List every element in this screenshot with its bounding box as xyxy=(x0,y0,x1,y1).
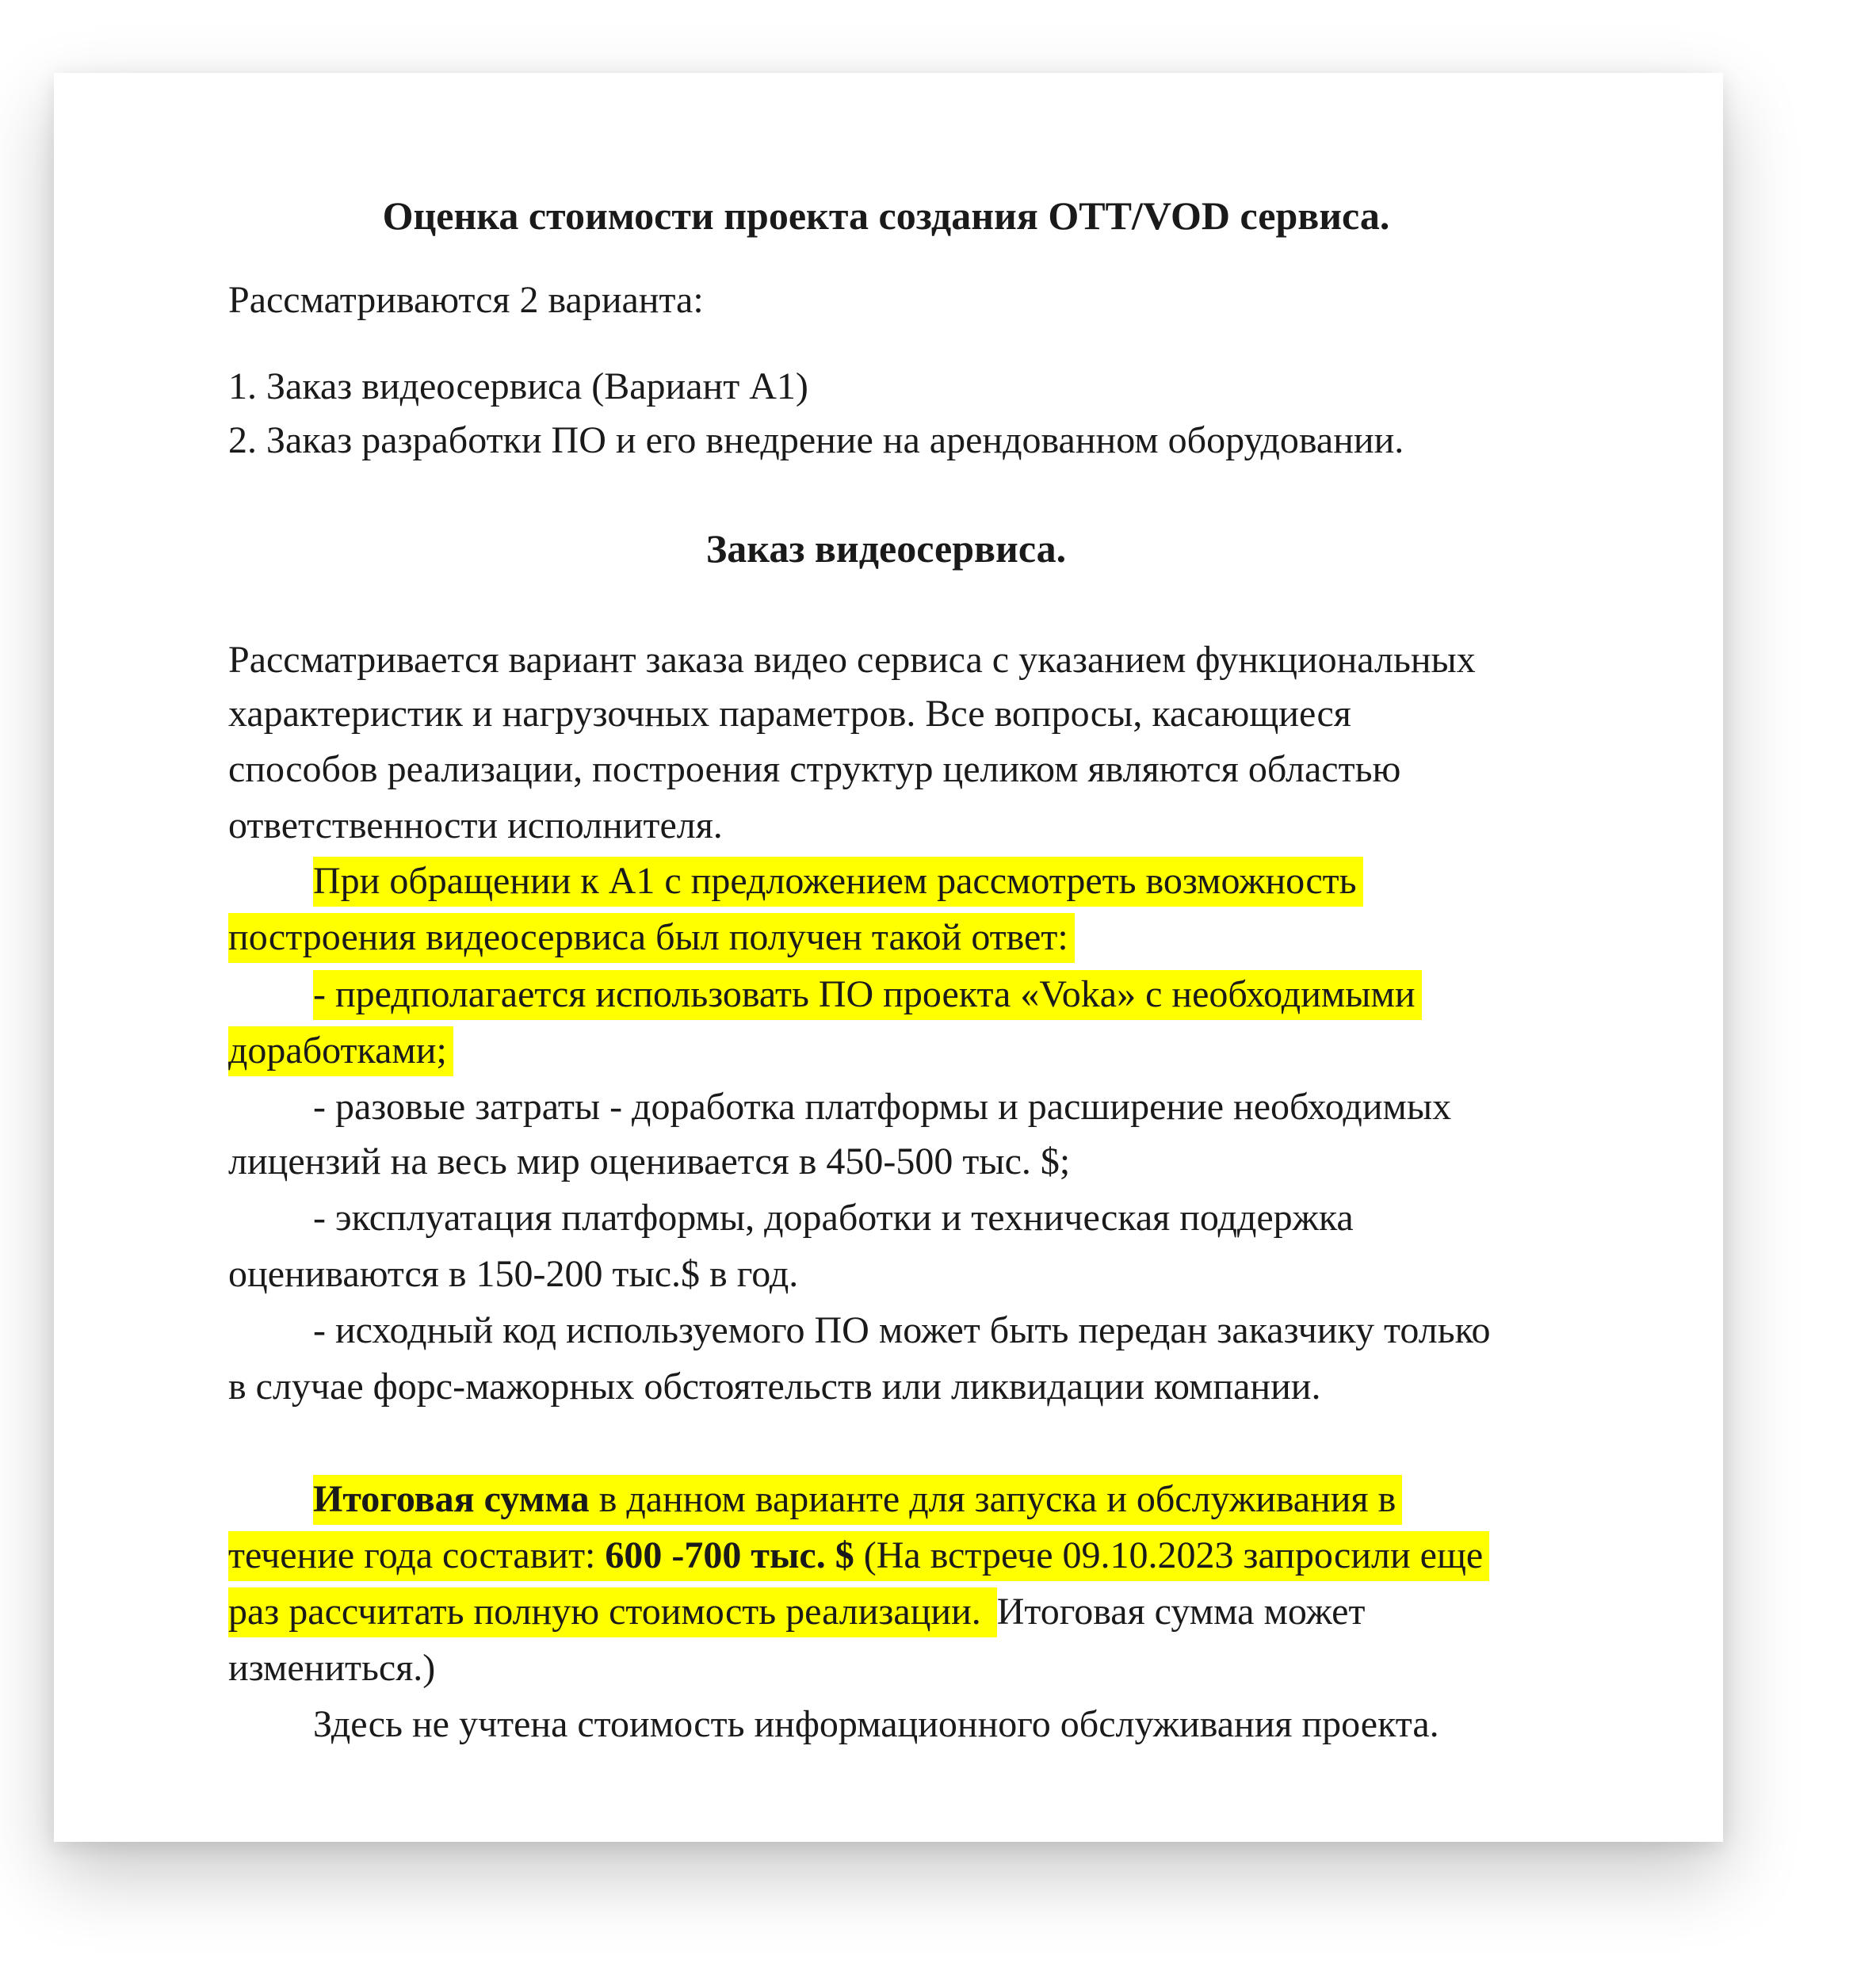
total-line-4: измениться.) xyxy=(228,1647,436,1689)
bullet1-line-1 xyxy=(228,971,1422,1018)
option-2: 2. Заказ разработки ПО и его внедрение на арендованном оборудовании. xyxy=(228,419,1404,461)
bullet2-line-2: лицензий на весь мир оценивается в 450-500 тыс. $; xyxy=(228,1140,1071,1182)
highlight: При обращении к А1 с предложением рассмотреть возможность xyxy=(313,857,1363,907)
para2-line-1 xyxy=(228,858,1363,905)
total-line-1 xyxy=(228,1476,1402,1523)
option-1: 1. Заказ видеосервиса (Вариант А1) xyxy=(228,365,808,407)
section-title: Заказ видеосервиса. xyxy=(705,526,1067,571)
highlight: доработками; xyxy=(228,1026,453,1076)
document-title: Оценка стоимости проекта создания OTT/VOD сервиса. xyxy=(382,193,1390,238)
highlight xyxy=(313,1475,1402,1525)
para2-line-2 xyxy=(228,914,1075,961)
total-text: Итоговая сумма может xyxy=(996,1591,1366,1633)
total-line-3 xyxy=(228,1588,1365,1636)
total-text: в данном варианте для запуска и обслуживания в xyxy=(589,1478,1396,1520)
bullet2-line-1: - разовые затраты - доработка платформы и расширение необходимых xyxy=(313,1086,1452,1128)
intro-text: Рассматриваются 2 варианта: xyxy=(228,279,704,321)
para1-line-2: характеристик и нагрузочных параметров. Все вопросы, касающиеся xyxy=(228,693,1351,735)
highlight: построения видеосервиса был получен такой ответ: xyxy=(228,913,1075,963)
para1-line-4: ответственности исполнителя. xyxy=(228,804,723,846)
bullet1-line-2 xyxy=(228,1027,453,1075)
total-line-2 xyxy=(228,1532,1489,1580)
total-text: (На встрече 09.10.2023 запросили еще xyxy=(854,1534,1484,1576)
total-amount: 600 -700 тыс. $ xyxy=(605,1534,854,1576)
highlight: раз рассчитать полную стоимость реализации. xyxy=(228,1587,997,1637)
total-label: Итоговая сумма xyxy=(313,1478,590,1520)
bullet3-line-1: - эксплуатация платформы, доработки и техническая поддержка xyxy=(313,1197,1354,1239)
bullet3-line-2: оцениваются в 150-200 тыс.$ в год. xyxy=(228,1253,799,1295)
bullet4-line-1: - исходный код используемого ПО может быть передан заказчику только xyxy=(313,1309,1491,1351)
para1-line-1: Рассматривается вариант заказа видео сервиса с указанием функциональных xyxy=(228,639,1476,681)
highlight: - предполагается использовать ПО проекта «Voka» с необходимыми xyxy=(313,970,1422,1020)
para1-line-3: способов реализации, построения структур целиком являются областью xyxy=(228,748,1401,790)
bullet4-line-2: в случае форс-мажорных обстоятельств или ликвидации компании. xyxy=(228,1366,1321,1408)
total-text: течение года составит: xyxy=(228,1534,606,1576)
document-page xyxy=(54,73,1723,1842)
note-text: Здесь не учтена стоимость информационного обслуживания проекта. xyxy=(313,1703,1439,1745)
highlight xyxy=(228,1531,1489,1581)
